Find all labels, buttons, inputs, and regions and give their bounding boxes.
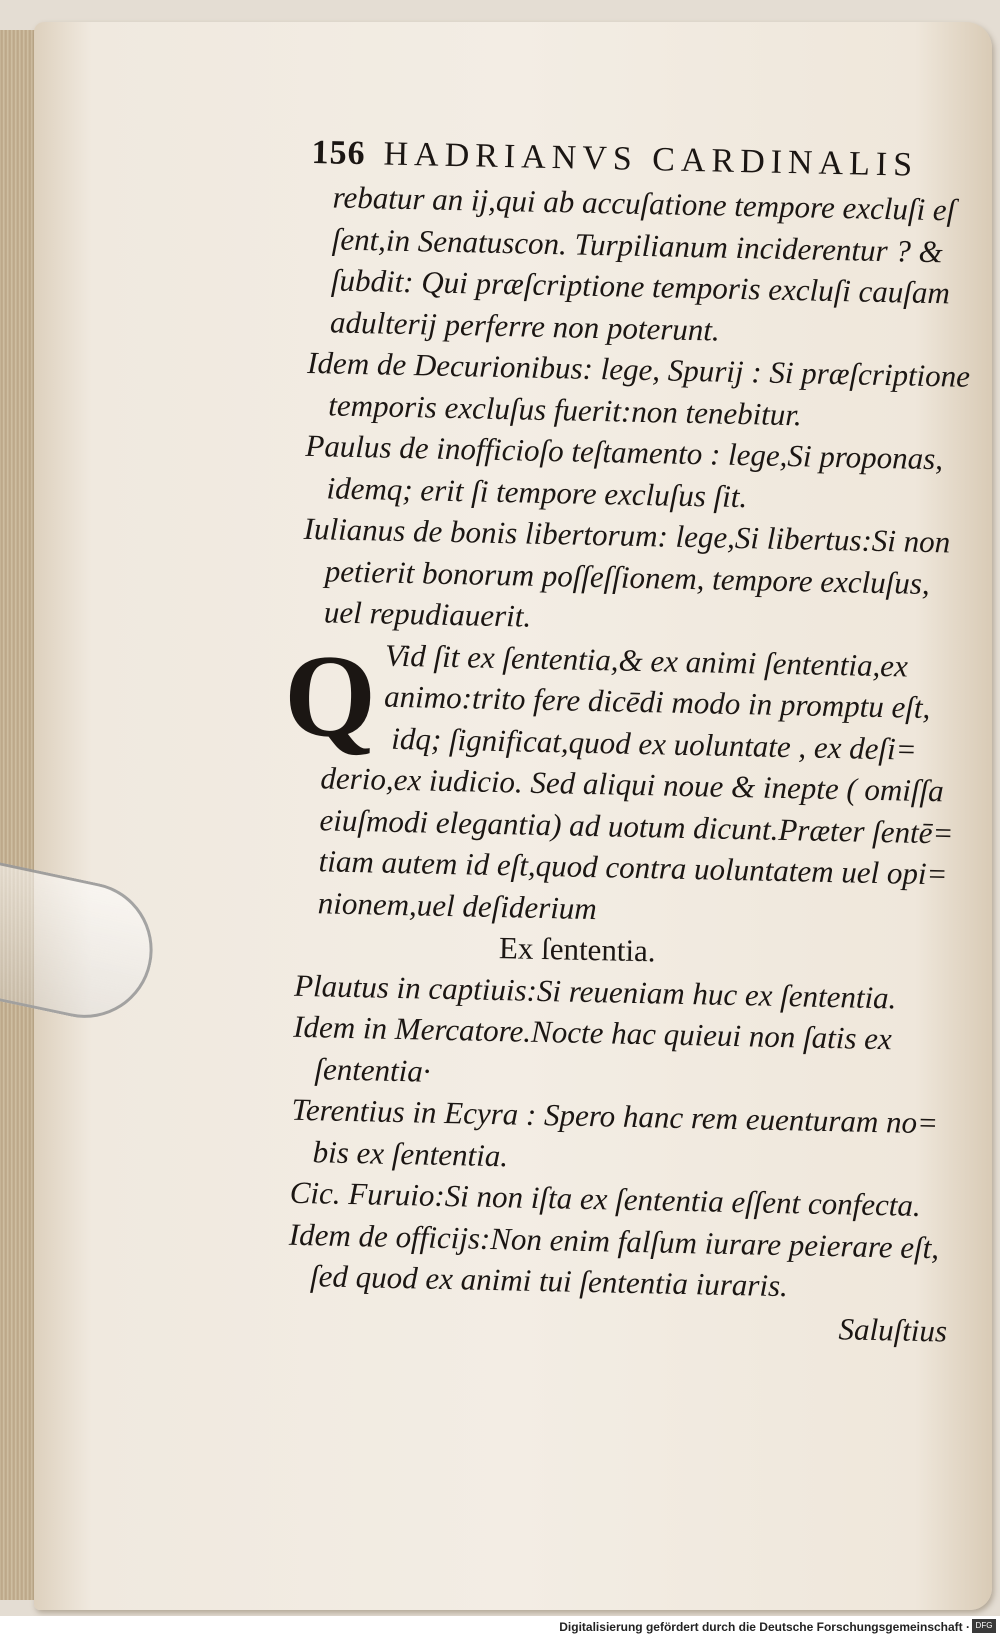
text-line: Iulianus de bonis libertorum: lege,Si libertus:Si non bbox=[303, 510, 951, 560]
text-line: ſubdit: Qui præſcriptione temporis excluſi cauſam bbox=[330, 262, 951, 311]
dfg-logo: DFG bbox=[972, 1619, 996, 1633]
text-line: eiuſmodi elegantia) ad uotum dicunt.Præter ſentē= bbox=[319, 801, 954, 851]
text-line: adulterij perferre non poterunt. bbox=[329, 303, 721, 348]
catchword: Saluſtius bbox=[838, 1310, 948, 1349]
text-line: Paulus de inofficioſo teſtamento : lege,Si proponas, bbox=[305, 427, 944, 477]
digitization-credit: Digitalisierung gefördert durch die Deutsche Forschungsgemeinschaft · bbox=[559, 1620, 970, 1634]
text-line: ſed quod ex animi tui ſententia iuraris. bbox=[309, 1258, 789, 1304]
text-line: animo:trito fere dicēdi modo in promptu eſt, bbox=[383, 678, 931, 726]
page-text bbox=[282, 134, 972, 1352]
text-line: ſententia· bbox=[314, 1050, 432, 1089]
text-line: ſent,in Senatuscon. Turpilianum inciderentur ? & bbox=[331, 220, 944, 269]
running-title: HADRIANVS CARDINALIS bbox=[383, 135, 919, 184]
dropcap-paragraph bbox=[282, 629, 961, 770]
text-line: Cic. Furuio:Si non iſta ex ſententia eſſent confecta. bbox=[289, 1174, 922, 1223]
text-line: nionem,uel deſiderium bbox=[317, 884, 598, 926]
text-line: petierit bonorum poſſeſſionem, tempore excluſus, bbox=[324, 552, 931, 601]
text-line: uel repudiauerit. bbox=[323, 594, 532, 634]
text-line: Terentius in Ecyra : Spero hanc rem euenturam no= bbox=[291, 1091, 939, 1141]
text-line: tiam autem id eſt,quod contra uoluntatem uel opi= bbox=[318, 843, 948, 892]
page-number: 156 bbox=[311, 134, 366, 173]
text-line: Idem de Decurionibus: lege, Spurij : Si præſcriptione bbox=[306, 344, 971, 394]
text-line: bis ex ſententia. bbox=[312, 1133, 509, 1173]
text-line: Idem in Mercatore.Nocte hac quieui non ſatis ex bbox=[292, 1008, 893, 1057]
text-line: idq; ſignificat,quod ex uoluntate , ex deſi= bbox=[391, 720, 918, 767]
text-line: rebatur an ij,qui ab accuſatione tempore excluſi eſ bbox=[332, 179, 956, 228]
text-line: derio,ex iudicio. Sed aliqui noue & inepte ( omiſſa bbox=[320, 760, 945, 809]
text-line: Plautus in captiuis:Si reueniam huc ex ſententia. bbox=[293, 967, 897, 1015]
section-heading: Ex ſententia. bbox=[498, 930, 657, 969]
text-line: temporis excluſus fuerit:non tenebitur. bbox=[327, 386, 803, 432]
drop-cap: Q bbox=[282, 629, 378, 762]
text-line: idemq; erit ſi tempore excluſus ſit. bbox=[326, 469, 748, 514]
text-line: Vid ſit ex ſententia,& ex animi ſententia,ex bbox=[384, 637, 909, 684]
text-line: Idem de officijs:Non enim falſum iurare peierare eſt, bbox=[288, 1216, 940, 1265]
